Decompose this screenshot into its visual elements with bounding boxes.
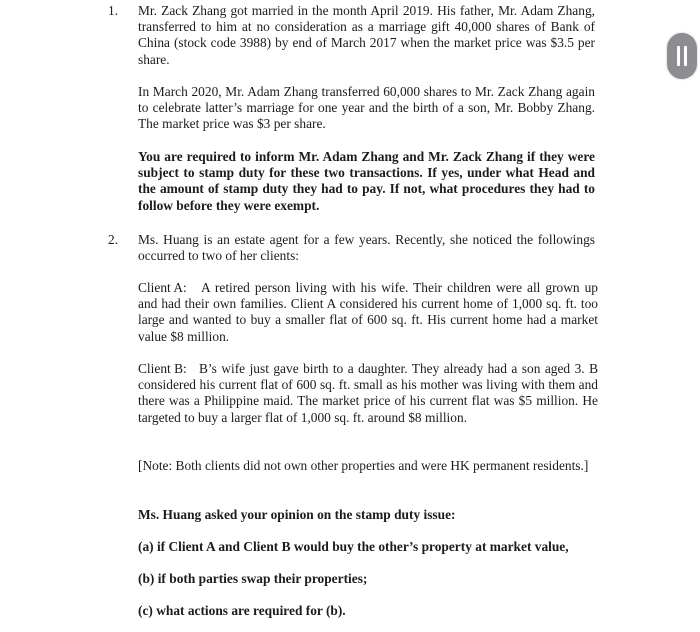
client-b-description: B’s wife just gave birth to a daughter. They already had a son aged 3. B considered his current flat of 600 sq. ft. small as his mother was living with them and there was a Philippine maid. The market price of his current flat was $5 million. He targeted to buy a larger flat of 1,000 sq. ft. around $8 million. bbox=[138, 361, 598, 425]
client-a-label: Client A: bbox=[138, 280, 187, 295]
pause-bars-icon bbox=[677, 46, 680, 66]
client-b-text bbox=[138, 361, 598, 426]
question-2-part-c: (c) what actions are required for (b). bbox=[138, 603, 346, 618]
scroll-handle-button[interactable] bbox=[667, 33, 697, 79]
question-1-requirement: You are required to inform Mr. Adam Zhang and Mr. Zack Zhang if they were subject to stamp duty for these two transactions. If yes, under what Head and the amount of stamp duty they had to pay. If not, what procedures they had to follow before they were exempt. bbox=[138, 149, 595, 213]
question-2-number: 2. bbox=[108, 232, 119, 247]
client-b-label: Client B: bbox=[138, 361, 187, 376]
client-a-block bbox=[138, 280, 598, 345]
question-1-number: 1. bbox=[108, 3, 119, 18]
question-2-intro: Ms. Huang is an estate agent for a few years. Recently, she noticed the followings occurred to two of her clients: bbox=[138, 232, 595, 264]
client-b-block bbox=[138, 361, 598, 426]
question-2-part-b: (b) if both parties swap their properties; bbox=[138, 571, 368, 586]
question-2-part-a: (a) if Client A and Client B would buy the other’s property at market value, bbox=[138, 539, 569, 554]
clients-note: [Note: Both clients did not own other properties and were HK permanent residents.] bbox=[138, 458, 589, 473]
client-a-description: A retired person living with his wife. Their children were all grown up and had their own families. Client A considered his current home of 1,000 sq. ft. too large and wanted to buy a smaller flat of 600 sq. ft. His current home had a market value $8 million. bbox=[138, 280, 598, 344]
question-2-ask: Ms. Huang asked your opinion on the stamp duty issue: bbox=[138, 507, 456, 522]
question-1-paragraph-1: Mr. Zack Zhang got married in the month April 2019. His father, Mr. Adam Zhang, transferred to him at no consideration as a marriage gift 40,000 shares of Bank of China (stock code 3988) by end of March 2017 when the market price was $3.5 per share. bbox=[138, 3, 595, 67]
question-1-paragraph-2: In March 2020, Mr. Adam Zhang transferred 60,000 shares to Mr. Zack Zhang again to celebrate latter’s marriage for one year and the birth of a son, Mr. Bobby Zhang. The market price was $3 per share. bbox=[138, 84, 595, 132]
client-a-text bbox=[138, 280, 598, 345]
pause-bars-icon-right bbox=[684, 46, 687, 66]
